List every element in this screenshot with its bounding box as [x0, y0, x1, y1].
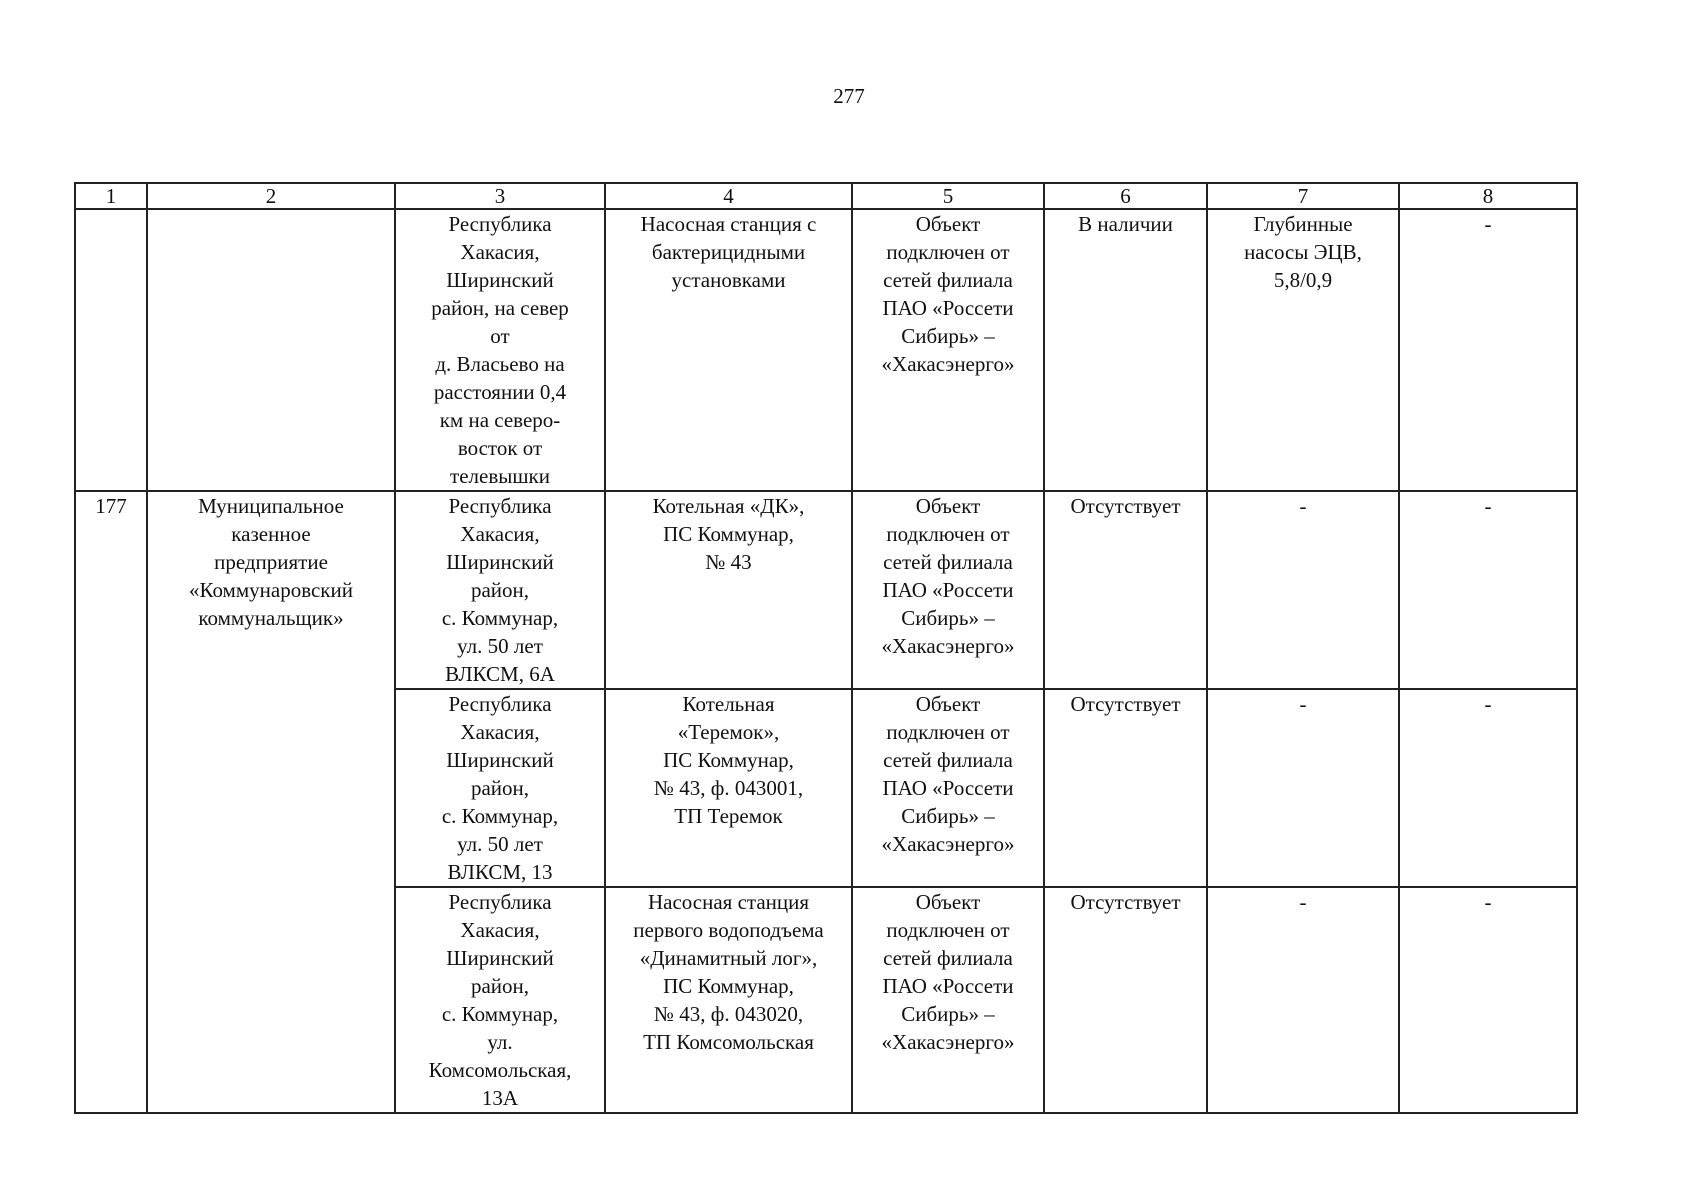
table-row: [75, 209, 1577, 491]
header-cell-1: 1: [75, 183, 147, 209]
cell-col8: -: [1399, 689, 1577, 887]
header-row: [75, 183, 1577, 209]
cell-availability: Отсутствует: [1044, 689, 1207, 887]
cell-equipment: -: [1207, 491, 1399, 689]
cell-object: Котельная «ДК», ПС Коммунар, № 43: [605, 491, 852, 689]
header-cell-3: 3: [395, 183, 605, 209]
cell-col8: -: [1399, 887, 1577, 1113]
cell-power-source: Объект подключен от сетей филиала ПАО «Россети Сибирь» – «Хакасэнерго»: [852, 209, 1044, 491]
cell-power-source: Объект подключен от сетей филиала ПАО «Россети Сибирь» – «Хакасэнерго»: [852, 491, 1044, 689]
cell-number: [75, 209, 147, 491]
cell-object: Насосная станция с бактерицидными установками: [605, 209, 852, 491]
table-row: [75, 491, 1577, 689]
cell-address: Республика Хакасия, Ширинский район, с. Коммунар, ул. 50 лет ВЛКСМ, 6А: [395, 491, 605, 689]
cell-availability: Отсутствует: [1044, 491, 1207, 689]
cell-organization: [147, 209, 395, 491]
cell-address: Республика Хакасия, Ширинский район, на север от д. Власьево на расстоянии 0,4 км на северо- восток от телевышки: [395, 209, 605, 491]
cell-address: Республика Хакасия, Ширинский район, с. Коммунар, ул. 50 лет ВЛКСМ, 13: [395, 689, 605, 887]
cell-object: Котельная «Теремок», ПС Коммунар, № 43, ф. 043001, ТП Теремок: [605, 689, 852, 887]
cell-availability: Отсутствует: [1044, 887, 1207, 1113]
cell-equipment: -: [1207, 689, 1399, 887]
cell-equipment: -: [1207, 887, 1399, 1113]
cell-equipment: Глубинные насосы ЭЦВ, 5,8/0,9: [1207, 209, 1399, 491]
header-cell-5: 5: [852, 183, 1044, 209]
cell-number: 177: [75, 491, 147, 1113]
page-number: 277: [833, 84, 865, 108]
header-cell-8: 8: [1399, 183, 1577, 209]
cell-organization: Муниципальное казенное предприятие «Коммунаровский коммунальщик»: [147, 491, 395, 1113]
cell-col8: -: [1399, 209, 1577, 491]
cell-power-source: Объект подключен от сетей филиала ПАО «Россети Сибирь» – «Хакасэнерго»: [852, 689, 1044, 887]
data-table: [74, 182, 1578, 1114]
header-cell-4: 4: [605, 183, 852, 209]
cell-power-source: Объект подключен от сетей филиала ПАО «Россети Сибирь» – «Хакасэнерго»: [852, 887, 1044, 1113]
header-cell-2: 2: [147, 183, 395, 209]
cell-object: Насосная станция первого водоподъема «Динамитный лог», ПС Коммунар, № 43, ф. 043020, ТП Комсомольская: [605, 887, 852, 1113]
cell-col8: -: [1399, 491, 1577, 689]
cell-address: Республика Хакасия, Ширинский район, с. Коммунар, ул. Комсомольская, 13А: [395, 887, 605, 1113]
header-cell-7: 7: [1207, 183, 1399, 209]
header-cell-6: 6: [1044, 183, 1207, 209]
cell-availability: В наличии: [1044, 209, 1207, 491]
